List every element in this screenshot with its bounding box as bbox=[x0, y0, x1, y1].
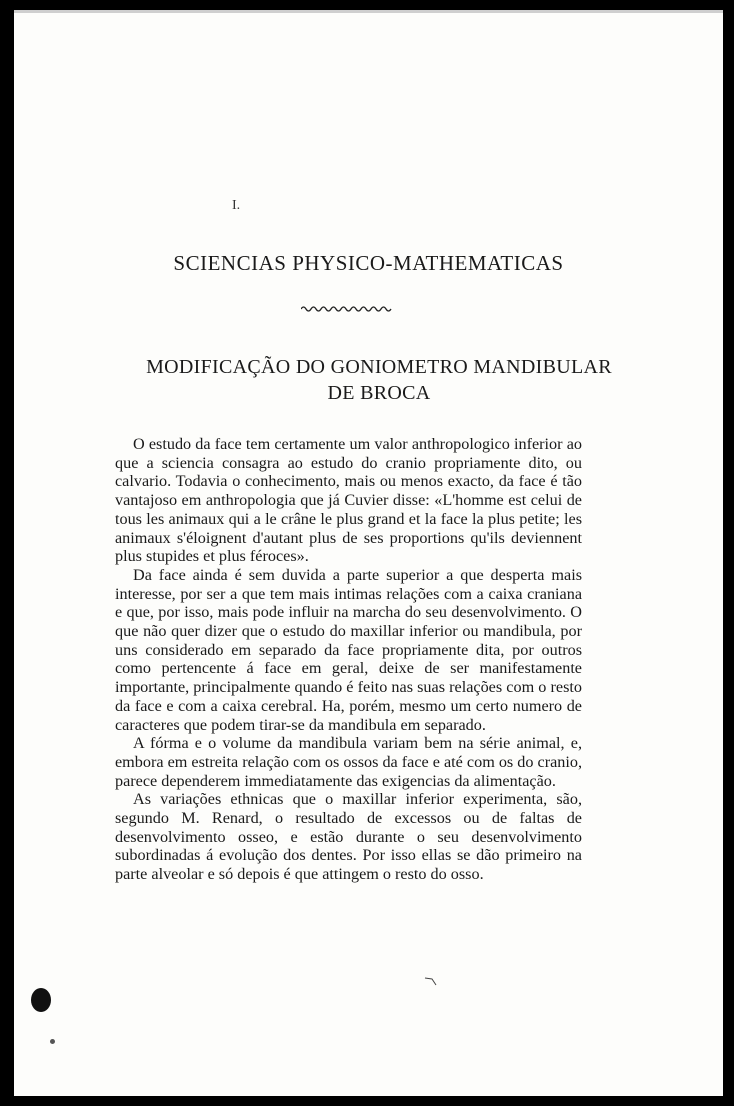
paragraph: A fórma e o volume da mandibula variam bem na série animal, e, embora em estreita relação com os ossos da face e até com os do cranio, parece dependerem immediatamente das exigencias da alimentação. bbox=[115, 734, 582, 790]
paragraph: Da face ainda é sem duvida a parte superior a que desperta mais interesse, por ser a que tem mais intimas relações com a caixa craniana e que, por isso, mais pode influir na marcha do seu desenvolvimento. O que não quer dizer que o estudo do maxillar inferior ou mandibula, por uns considerado em separado da face propriamente dita, por outros como pertencente á face em geral, deixe de ser manifestamente importante, principalmente quando é feito nas suas relações com o resto da face e com a caixa cerebral. Ha, porém, mesmo um certo numero de caracteres que podem tirar-se da mandibula em separado. bbox=[115, 565, 582, 734]
wavy-divider bbox=[301, 302, 393, 316]
section-title: SCIENCIAS PHYSICO-MATHEMATICAS bbox=[173, 251, 564, 275]
page-mark: I. bbox=[232, 198, 241, 213]
article-title-line-1: MODIFICAÇÃO DO GONIOMETRO MANDIBULAR bbox=[146, 356, 612, 378]
stray-mark-icon bbox=[424, 976, 438, 986]
article-title bbox=[74, 354, 684, 406]
article-title-line-2: DE BROCA bbox=[327, 382, 431, 404]
paragraph: O estudo da face tem certamente um valor anthropologico inferior ao que a sciencia consagra ao estudo do cranio propriamente dito, ou calvario. Todavia o conhecimento, mais ou menos exacto, da face é tão vantajoso em anthropologia que já Cuvier disse: «L'homme est celui de tous les animaux qui a le crâne le plus grand et la face la plus petite; les animaux s'éloignent d'autant plus de ses proportions qu'ils deviennent plus stupides et plus féroces». bbox=[115, 435, 582, 566]
article-body bbox=[115, 435, 582, 884]
paragraph: As variações ethnicas que o maxillar inferior experimenta, são, segundo M. Renard, o resultado de excessos ou de faltas de desenvolvimento osseo, e estão durante o seu desenvolvimento subordinadas á evolução dos dentes. Por isso ellas se dão primeiro na parte alveolar e só depois é que attingem o resto do osso. bbox=[115, 790, 582, 884]
ink-blot-icon bbox=[31, 988, 51, 1012]
ink-dot-icon bbox=[50, 1039, 55, 1044]
document-page bbox=[14, 10, 723, 1096]
